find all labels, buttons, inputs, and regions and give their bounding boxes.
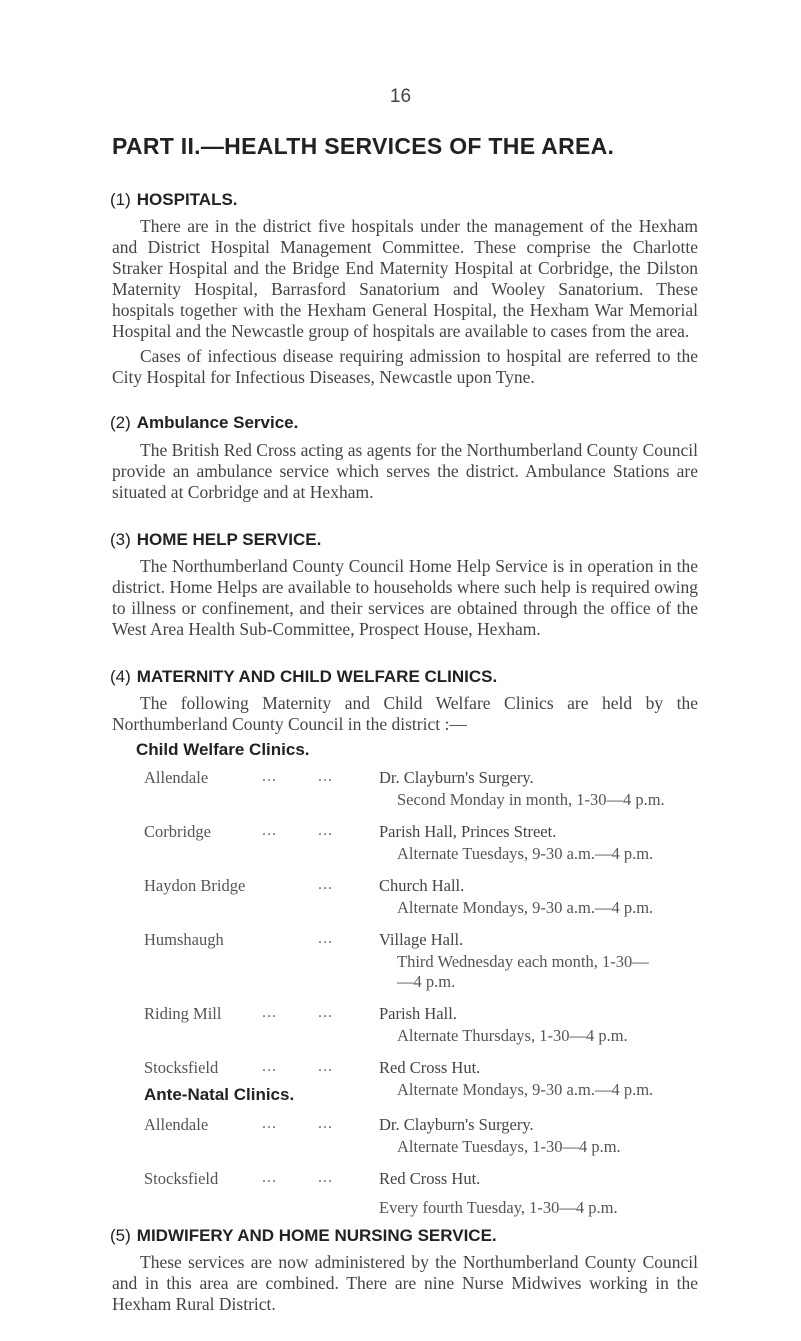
hospitals-paragraph-2: Cases of infectious disease requiring admission to hospital are referred to the City Hospital for Infectious Diseases, Newcastle upon Tyne. — [112, 346, 698, 387]
leader-dots: ... — [262, 768, 277, 785]
clinic-venue: Red Cross Hut. — [379, 1058, 481, 1077]
clinic-time: Third Wednesday each month, 1-30— — [397, 952, 649, 971]
section-heading-maternity — [110, 667, 497, 687]
page-number: 16 — [389, 86, 412, 107]
leader-dots: ... — [318, 1004, 333, 1021]
clinic-place: Stocksfield — [144, 1169, 219, 1188]
section-title: Ambulance Service. — [136, 413, 299, 432]
leader-dots: ... — [262, 822, 277, 839]
clinic-place: Humshaugh — [144, 930, 224, 949]
clinic-venue: Village Hall. — [379, 930, 464, 949]
section-title: MIDWIFERY AND HOME NURSING SERVICE. — [136, 1226, 497, 1245]
clinic-time: Alternate Tuesdays, 1-30—4 p.m. — [397, 1137, 621, 1156]
section-heading-hospitals — [110, 190, 238, 210]
clinic-venue: Dr. Clayburn's Surgery. — [379, 768, 534, 787]
clinic-time: —4 p.m. — [397, 972, 456, 991]
leader-dots: ... — [318, 768, 333, 785]
clinic-venue: Parish Hall. — [379, 1004, 457, 1023]
leader-dots: ... — [262, 1004, 277, 1021]
section-number: (5) — [110, 1226, 131, 1245]
section-number: (1) — [110, 190, 131, 209]
clinic-venue: Church Hall. — [379, 876, 465, 895]
clinic-venue: Dr. Clayburn's Surgery. — [379, 1115, 534, 1134]
midwifery-paragraph: These services are now administered by the Northumberland County Council and in this area are combined. There are nine Nurse Midwives working in the Hexham Rural District. — [112, 1252, 698, 1314]
leader-dots: ... — [318, 930, 333, 947]
leader-dots: ... — [318, 1058, 333, 1075]
leader-dots: ... — [262, 1058, 277, 1075]
clinic-venue: Parish Hall, Princes Street. — [379, 822, 557, 841]
section-number: (3) — [110, 530, 131, 549]
clinic-place: Haydon Bridge — [144, 876, 246, 895]
leader-dots: ... — [318, 1169, 333, 1186]
leader-dots: ... — [318, 876, 333, 893]
home-help-paragraph: The Northumberland County Council Home Help Service is in operation in the district. Home Helps are available to households where such help is required owing to illness or confinement, and their services are obtained through the office of the West Area Health Sub-Committee, Prospect House, Hexham. — [112, 556, 698, 639]
child-welfare-heading: Child Welfare Clinics. — [136, 740, 310, 759]
section-heading-home-help — [110, 530, 321, 550]
section-title: HOME HELP SERVICE. — [136, 530, 322, 549]
clinic-place: Stocksfield — [144, 1058, 219, 1077]
section-number: (4) — [110, 667, 131, 686]
clinic-place: Riding Mill — [144, 1004, 222, 1023]
clinic-place: Corbridge — [144, 822, 211, 841]
clinic-time: Alternate Tuesdays, 9-30 a.m.—4 p.m. — [397, 844, 654, 863]
clinic-time: Alternate Thursdays, 1-30—4 p.m. — [397, 1026, 628, 1045]
part-title: PART II.—HEALTH SERVICES OF THE AREA. — [112, 133, 615, 159]
clinic-venue: Red Cross Hut. — [379, 1169, 481, 1188]
maternity-intro: The following Maternity and Child Welfare Clinics are held by the Northumberland County Council in the district :— — [112, 693, 698, 734]
section-title: MATERNITY AND CHILD WELFARE CLINICS. — [136, 667, 498, 686]
leader-dots: ... — [262, 1169, 277, 1186]
section-heading-ambulance — [110, 413, 298, 433]
clinic-place: Allendale — [144, 1115, 209, 1134]
clinic-time: Second Monday in month, 1-30—4 p.m. — [397, 790, 665, 809]
clinic-time: Every fourth Tuesday, 1-30—4 p.m. — [379, 1198, 618, 1217]
leader-dots: ... — [318, 1115, 333, 1132]
clinic-time: Alternate Mondays, 9-30 a.m.—4 p.m. — [397, 898, 654, 917]
clinic-time: Alternate Mondays, 9-30 a.m.—4 p.m. — [397, 1080, 654, 1099]
leader-dots: ... — [318, 822, 333, 839]
ambulance-paragraph: The British Red Cross acting as agents for the Northumberland County Council provide an ambulance service which serves the district. Ambulance Stations are situated at Corbridge and at Hexham. — [112, 440, 698, 502]
section-heading-midwifery — [110, 1226, 497, 1246]
hospitals-paragraph-1: There are in the district five hospitals under the management of the Hexham and District Hospital Management Committee. These comprise the Charlotte Straker Hospital and the Bridge End Maternity Hospital at Corbridge, the Dilston Maternity Hospital, Barrasford Sanatorium and Wooley Sanatorium. These hospitals together with the Hexham General Hospital, the Hexham War Memorial Hospital and the Newcastle group of hospitals are available to cases from the area. — [112, 216, 698, 341]
section-title: HOSPITALS. — [136, 190, 238, 209]
clinic-place: Allendale — [144, 768, 209, 787]
leader-dots: ... — [262, 1115, 277, 1132]
ante-natal-heading: Ante-Natal Clinics. — [144, 1085, 295, 1104]
section-number: (2) — [110, 413, 131, 432]
